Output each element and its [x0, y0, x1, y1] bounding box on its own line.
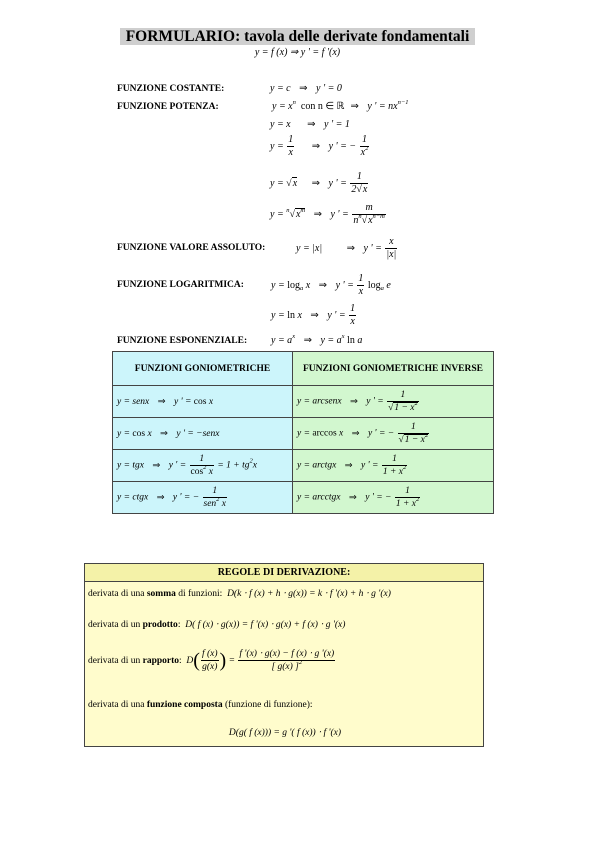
label-esponenziale: FUNZIONE ESPONENZIALE:: [117, 336, 248, 346]
formula-rapporto: D( $\frac{f (x)}{g(x)}$ ) = $\frac{f '(x) \cdot g(x) - f (x) \cdot g '(x)}{[ g(x) ]^2}$: [186, 649, 335, 672]
regola-somma-pre: derivata di una: [88, 589, 147, 599]
label-funzione-costante: FUNZIONE COSTANTE:: [117, 84, 225, 94]
formula-costante: y = c ⇒ y ' = 0: [270, 83, 342, 94]
regola-prodotto-pre: derivata di un: [88, 620, 143, 630]
regola-rapporto: [88, 648, 336, 673]
regola-composta-post: (funzione di funzione):: [222, 700, 313, 710]
derivata-seno: y = senx ⇒ y ' = cos x: [113, 386, 293, 418]
regola-rapporto-bold: rapporto: [142, 655, 180, 666]
formula-potenza: $y = x^n$ con n ∈ ℝ ⇒ y ' = $nx^{n-1}$: [272, 99, 409, 112]
derivata-arcoseno: y = arcsenx ⇒ y ' = $\frac{1}{√1 - x^2}$: [293, 386, 494, 418]
page-title: FORMULARIO: tavola delle derivate fondamentali: [120, 28, 475, 45]
derivata-arcocotangente: y = arcctgx ⇒ y ' = − $\frac{1}{1 + x^2}$: [293, 482, 494, 514]
regola-somma-post: di funzioni:: [175, 589, 223, 599]
header-goniometriche-inverse: FUNZIONI GONIOMETRICHE INVERSE: [293, 352, 494, 386]
formula-potenza-x: y = x ⇒ y ' = 1: [270, 119, 350, 130]
tabella-goniometriche: [112, 351, 494, 514]
derivata-arcocoseno: y = arccos x ⇒ y ' = − $\frac{1}{√1 - x^2}$: [293, 418, 494, 450]
formula-logaritmo-base-a: $y = \log_a x$ ⇒ y ' = $\frac{1}{x}$ $\log_a e$: [271, 273, 391, 297]
potenza-condition: con n ∈ ℝ: [300, 101, 345, 112]
regola-prodotto-post: :: [177, 620, 181, 630]
formula-potenza-radice-n: $y = ^n√x^m$ ⇒ y ' = $\frac{m}{n^n√x^{n-m}}$: [270, 202, 385, 226]
formula-esponenziale-a: $y = a^x$ ⇒ $y = a^x$ ln a: [271, 333, 363, 346]
regola-prodotto: [88, 619, 345, 630]
formula-logaritmo-naturale: y = ln x ⇒ y ' = $\frac{1}{x}$: [271, 303, 356, 327]
regola-somma: [88, 588, 391, 599]
header-goniometriche: FUNZIONI GONIOMETRICHE: [113, 352, 293, 386]
regole-body: [84, 582, 484, 747]
regola-composta-pre: derivata di una: [88, 700, 147, 710]
derivata-tangente: y = tgx ⇒ y ' = $\frac{1}{\cos^2 x}$ = $1 + tg^2x$: [113, 450, 293, 482]
regola-somma-bold: somma: [146, 589, 176, 599]
page-subtitle: y = f (x) ⇒ y ' = f '(x): [254, 47, 341, 58]
regole-derivazione: [84, 563, 484, 747]
formula-potenza-reciproco: y = $\frac{1}{x}$ ⇒ y ' = − $\frac{1}{x^2}$: [270, 134, 369, 158]
derivata-coseno: y = cos x ⇒ y ' = −senx: [113, 418, 293, 450]
label-valore-assoluto: FUNZIONE VALORE ASSOLUTO:: [117, 243, 266, 253]
formula-valore-assoluto: y = |x| ⇒ y ' = $\frac{x}{|x|}$: [296, 236, 397, 260]
derivata-cotangente: y = ctgx ⇒ y ' = − $\frac{1}{sen^2 x}$: [113, 482, 293, 514]
formula-composta: D(g( f (x))) = g '( f (x)) ⋅ f '(x): [228, 728, 342, 738]
regola-composta: [88, 700, 313, 710]
formula-somma: D(k ⋅ f (x) + h ⋅ g(x)) = k ⋅ f '(x) + h ⋅ g '(x): [227, 589, 391, 599]
regola-rapporto-pre: derivata di un: [88, 655, 143, 666]
label-funzione-potenza: FUNZIONE POTENZA:: [117, 102, 219, 112]
label-logaritmica: FUNZIONE LOGARITMICA:: [117, 280, 244, 290]
regola-prodotto-bold: prodotto: [142, 620, 178, 630]
formula-potenza-radice: y = √x ⇒ y ' = $\frac{1}{2√x}$: [270, 171, 368, 195]
formula-prodotto: D( f (x) ⋅ g(x)) = f '(x) ⋅ g(x) + f (x) ⋅ g '(x): [185, 620, 346, 630]
derivata-arcotangente: y = arctgx ⇒ y ' = $\frac{1}{1 + x^2}$: [293, 450, 494, 482]
regola-composta-bold: funzione composta: [146, 700, 223, 710]
regola-rapporto-post: :: [179, 655, 182, 666]
regole-header: REGOLE DI DERIVAZIONE:: [84, 563, 484, 582]
